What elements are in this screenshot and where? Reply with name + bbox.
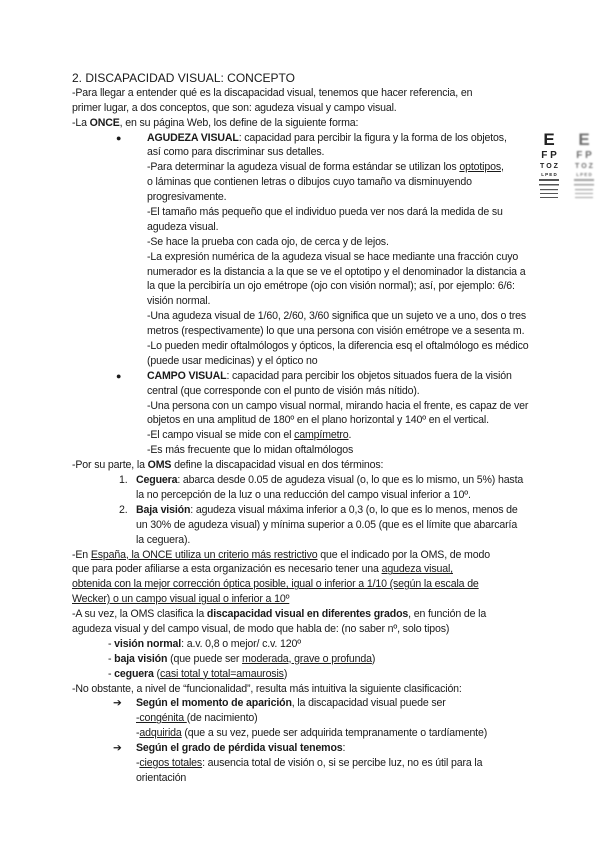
bold-text: Ceguera xyxy=(136,474,178,487)
text-span: ) xyxy=(283,667,288,680)
bold-text: baja visión xyxy=(114,652,168,665)
text-line xyxy=(72,294,542,309)
text-span: - xyxy=(108,652,115,665)
text-span: - xyxy=(136,727,140,740)
eye-chart-row: E xyxy=(543,130,555,149)
bold-text: CAMPO VISUAL xyxy=(147,369,227,382)
text-span: -Para llegar a entender qué es la discapacidad visual, tenemos que hacer referencia, en xyxy=(72,86,473,99)
text-span: -Para determinar la agudeza visual de forma estándar se utilizan los xyxy=(147,161,460,174)
bold-text: Baja visión xyxy=(136,503,191,516)
text-line xyxy=(72,607,542,622)
text-span: -Una persona con un campo visual normal, mirando hacia el frente, es capaz de ver xyxy=(147,399,529,412)
text-span: agudeza visual. xyxy=(147,220,219,233)
text-span: orientación xyxy=(136,771,187,784)
text-span: , la discapacidad visual puede ser xyxy=(291,697,446,710)
text-span: visión normal. xyxy=(147,295,211,308)
text-line xyxy=(72,622,542,637)
text-line xyxy=(72,488,542,503)
text-line xyxy=(72,265,542,280)
text-span: la que la percibiría un ojo emétrope (ojo con visión normal); así, por ejemplo: 6/6: xyxy=(147,280,515,293)
underlined-text: España, la ONCE utiliza un criterio más restrictivo xyxy=(90,548,318,561)
text-line xyxy=(72,592,542,607)
underlined-text: campímetro xyxy=(294,429,349,442)
text-line xyxy=(72,175,542,190)
text-line xyxy=(72,771,542,786)
text-span: , en función de la xyxy=(408,608,487,621)
bullet-icon: ● xyxy=(116,132,122,143)
text-span: numerador es la distancia a la que se ve el optotipo y el denominador la distancia a xyxy=(147,265,526,278)
text-line xyxy=(72,324,542,339)
text-span: : capacidad para percibir los objetos situados fuera de la visión xyxy=(226,369,512,382)
text-line xyxy=(72,205,542,220)
text-span: primer lugar, a dos conceptos, que son: agudeza visual y campo visual. xyxy=(72,101,397,114)
text-line xyxy=(72,145,542,160)
text-line xyxy=(72,413,542,428)
text-span: la no percepción de la luz o una reducción del campo visual inferior a 10º. xyxy=(136,488,471,501)
text-line xyxy=(72,101,542,116)
bold-text: discapacidad visual en diferentes grados xyxy=(206,608,409,621)
underlined-text: ciegos totales xyxy=(139,756,203,769)
text-span: : ausencia total de visión o, si se percibe luz, no es útil para la xyxy=(202,756,483,769)
text-span: que para poder afiliarse a esta organización es necesario tener una xyxy=(72,563,382,576)
svg-text:E: E xyxy=(578,130,590,149)
svg-text:L P E D: L P E D xyxy=(576,172,592,177)
text-span: - xyxy=(108,667,115,680)
text-span: : xyxy=(342,742,346,755)
text-span: - xyxy=(108,637,115,650)
text-span: -Es más frecuente que lo midan oftalmólogos xyxy=(147,444,354,457)
text-line xyxy=(72,86,542,101)
text-span: la ceguera). xyxy=(136,533,191,546)
text-line xyxy=(72,160,542,175)
text-line xyxy=(72,533,542,548)
text-line xyxy=(72,250,542,265)
bold-text: AGUDEZA VISUAL xyxy=(147,131,239,144)
eye-chart-row: T O Z xyxy=(540,163,558,170)
arrow-icon: ➔ xyxy=(113,697,122,710)
text-span: -En xyxy=(72,548,91,561)
text-line xyxy=(72,711,542,726)
text-span: -El tamaño más pequeño que el individuo pueda ver nos dará la medida de su xyxy=(147,206,503,219)
underlined-text: agudeza visual, xyxy=(381,563,453,576)
text-span: progresivamente. xyxy=(147,191,227,204)
text-span: -Se hace la prueba con cada ojo, de cerca y de lejos. xyxy=(147,235,389,248)
text-line xyxy=(72,696,542,711)
text-line xyxy=(72,562,542,577)
eye-chart-blurred xyxy=(574,130,594,198)
text-line xyxy=(72,726,542,741)
bold-text: ONCE xyxy=(89,116,120,129)
eye-chart-images xyxy=(534,130,600,211)
text-span: metros (respectivamente) lo que una persona con visión emétrope ve a sesenta m. xyxy=(147,325,525,338)
text-span: . xyxy=(348,429,352,442)
text-span: -Una agudeza visual de 1/60, 2/60, 3/60 significa que un sujeto ve a uno, dos o tres xyxy=(147,310,527,323)
text-span: (que a su vez, puede ser adquirida tempranamente o tardíamente) xyxy=(181,727,488,740)
text-span: -El campo visual se mide con el xyxy=(147,429,295,442)
text-line xyxy=(72,116,542,131)
text-line xyxy=(72,339,542,354)
eye-chart-sharp xyxy=(539,130,559,198)
svg-text:T O Z: T O Z xyxy=(575,163,593,170)
text-line xyxy=(72,577,542,592)
text-line xyxy=(72,473,542,488)
text-span: , en su página Web, los define de la siguiente forma: xyxy=(119,116,359,129)
underlined-text: -congénita xyxy=(136,712,187,725)
bold-text: ceguera xyxy=(114,667,154,680)
text-line xyxy=(72,637,542,652)
text-line xyxy=(72,428,542,443)
underlined-text: moderada, grave o profunda xyxy=(242,652,372,665)
bold-text: Según el momento de aparición xyxy=(136,697,292,710)
text-span: -Lo pueden medir oftalmólogos y ópticos, la diferencia esq el oftalmólogo es médico xyxy=(147,340,529,353)
text-span: central (que corresponde con el punto de visión más nítido). xyxy=(147,384,420,397)
text-span: - xyxy=(136,756,140,769)
text-span: (puede usar medicinas) y el óptico no xyxy=(147,354,318,367)
text-line xyxy=(72,503,542,518)
bold-text: Según el grado de pérdida visual tenemos xyxy=(136,742,343,755)
text-span: -La xyxy=(72,116,90,129)
document-body xyxy=(72,71,542,786)
list-number: 1. xyxy=(119,474,128,487)
list-number: 2. xyxy=(119,503,128,516)
text-line xyxy=(72,443,542,458)
text-line xyxy=(72,652,542,667)
text-span: ) xyxy=(371,652,376,665)
text-span: agudeza visual y del campo visual, de modo que habla de: (no saber nº, solo tipos) xyxy=(72,622,450,635)
text-span: define la discapacidad visual en dos términos: xyxy=(171,459,384,472)
text-line xyxy=(72,190,542,205)
text-span: -La expresión numérica de la agudeza visual se hace mediante una fracción cuyo xyxy=(147,250,519,263)
text-span: : capacidad para percibir la figura y la forma de los objetos, xyxy=(238,131,507,144)
eye-chart-row: F P xyxy=(541,150,557,161)
underlined-text: Wecker) o un campo visual igual o inferior a 10º xyxy=(72,593,290,606)
bold-text: visión normal xyxy=(114,637,182,650)
text-line xyxy=(72,220,542,235)
text-span: -Por su parte, la xyxy=(72,459,148,472)
text-line xyxy=(72,131,542,146)
text-span: , xyxy=(501,161,504,174)
eye-chart-row: L P E D xyxy=(541,172,557,177)
text-span: (que puede ser xyxy=(167,652,243,665)
underlined-text: adquirida xyxy=(139,727,182,740)
svg-text:F P: F P xyxy=(576,150,592,161)
text-line xyxy=(72,518,542,533)
text-line xyxy=(72,369,542,384)
text-span: -No obstante, a nivel de “funcionalidad”, resulta más intuitiva la siguiente clasificación: xyxy=(72,682,462,695)
text-span: que el indicado por la OMS, de modo xyxy=(317,548,490,561)
text-line xyxy=(72,309,542,324)
text-span: así como para discriminar sus detalles. xyxy=(147,146,325,159)
text-span: : agudeza visual máxima inferior a 0,3 (o, lo que es lo menos, menos de xyxy=(190,503,518,516)
underlined-text: obtenida con la mejor corrección óptica posible, igual o inferior a 1/10 (según la escala de xyxy=(72,578,479,591)
eye-chart-illustration xyxy=(534,130,600,206)
bullet-icon: ● xyxy=(116,370,122,381)
text-line xyxy=(72,399,542,414)
text-line xyxy=(72,741,542,756)
text-span: -A su vez, la OMS clasifica la xyxy=(72,608,207,621)
text-line xyxy=(72,667,542,682)
text-span: 2. DISCAPACIDAD VISUAL: CONCEPTO xyxy=(72,71,295,85)
text-line xyxy=(72,354,542,369)
text-span: : a.v. 0,8 o mejor/ c.v. 120º xyxy=(181,637,301,650)
text-line xyxy=(72,458,542,473)
text-span: o láminas que contienen letras o dibujos cuyo tamaño va disminuyendo xyxy=(147,176,472,189)
text-span: : abarca desde 0.05 de agudeza visual (o, lo que es lo mismo, un 5%) hasta xyxy=(177,474,524,487)
arrow-icon: ➔ xyxy=(113,742,122,755)
section-title xyxy=(72,71,542,86)
underlined-text: optotipos xyxy=(459,161,501,174)
text-line xyxy=(72,235,542,250)
underlined-text: casi total y total=amaurosis xyxy=(159,667,284,680)
text-span: objetos en una amplitud de 180º en el plano horizontal y 140º en el vertical. xyxy=(147,414,489,427)
text-span: ( xyxy=(153,667,160,680)
text-line xyxy=(72,384,542,399)
text-span: (de nacimiento) xyxy=(186,712,258,725)
text-span: un 30% de agudeza visual) y mínima superior a 0.05 (que es el límite que abarcaría xyxy=(136,518,518,531)
text-line xyxy=(72,682,542,697)
text-line xyxy=(72,756,542,771)
bold-text: OMS xyxy=(147,459,172,472)
text-line xyxy=(72,279,542,294)
text-line xyxy=(72,548,542,563)
